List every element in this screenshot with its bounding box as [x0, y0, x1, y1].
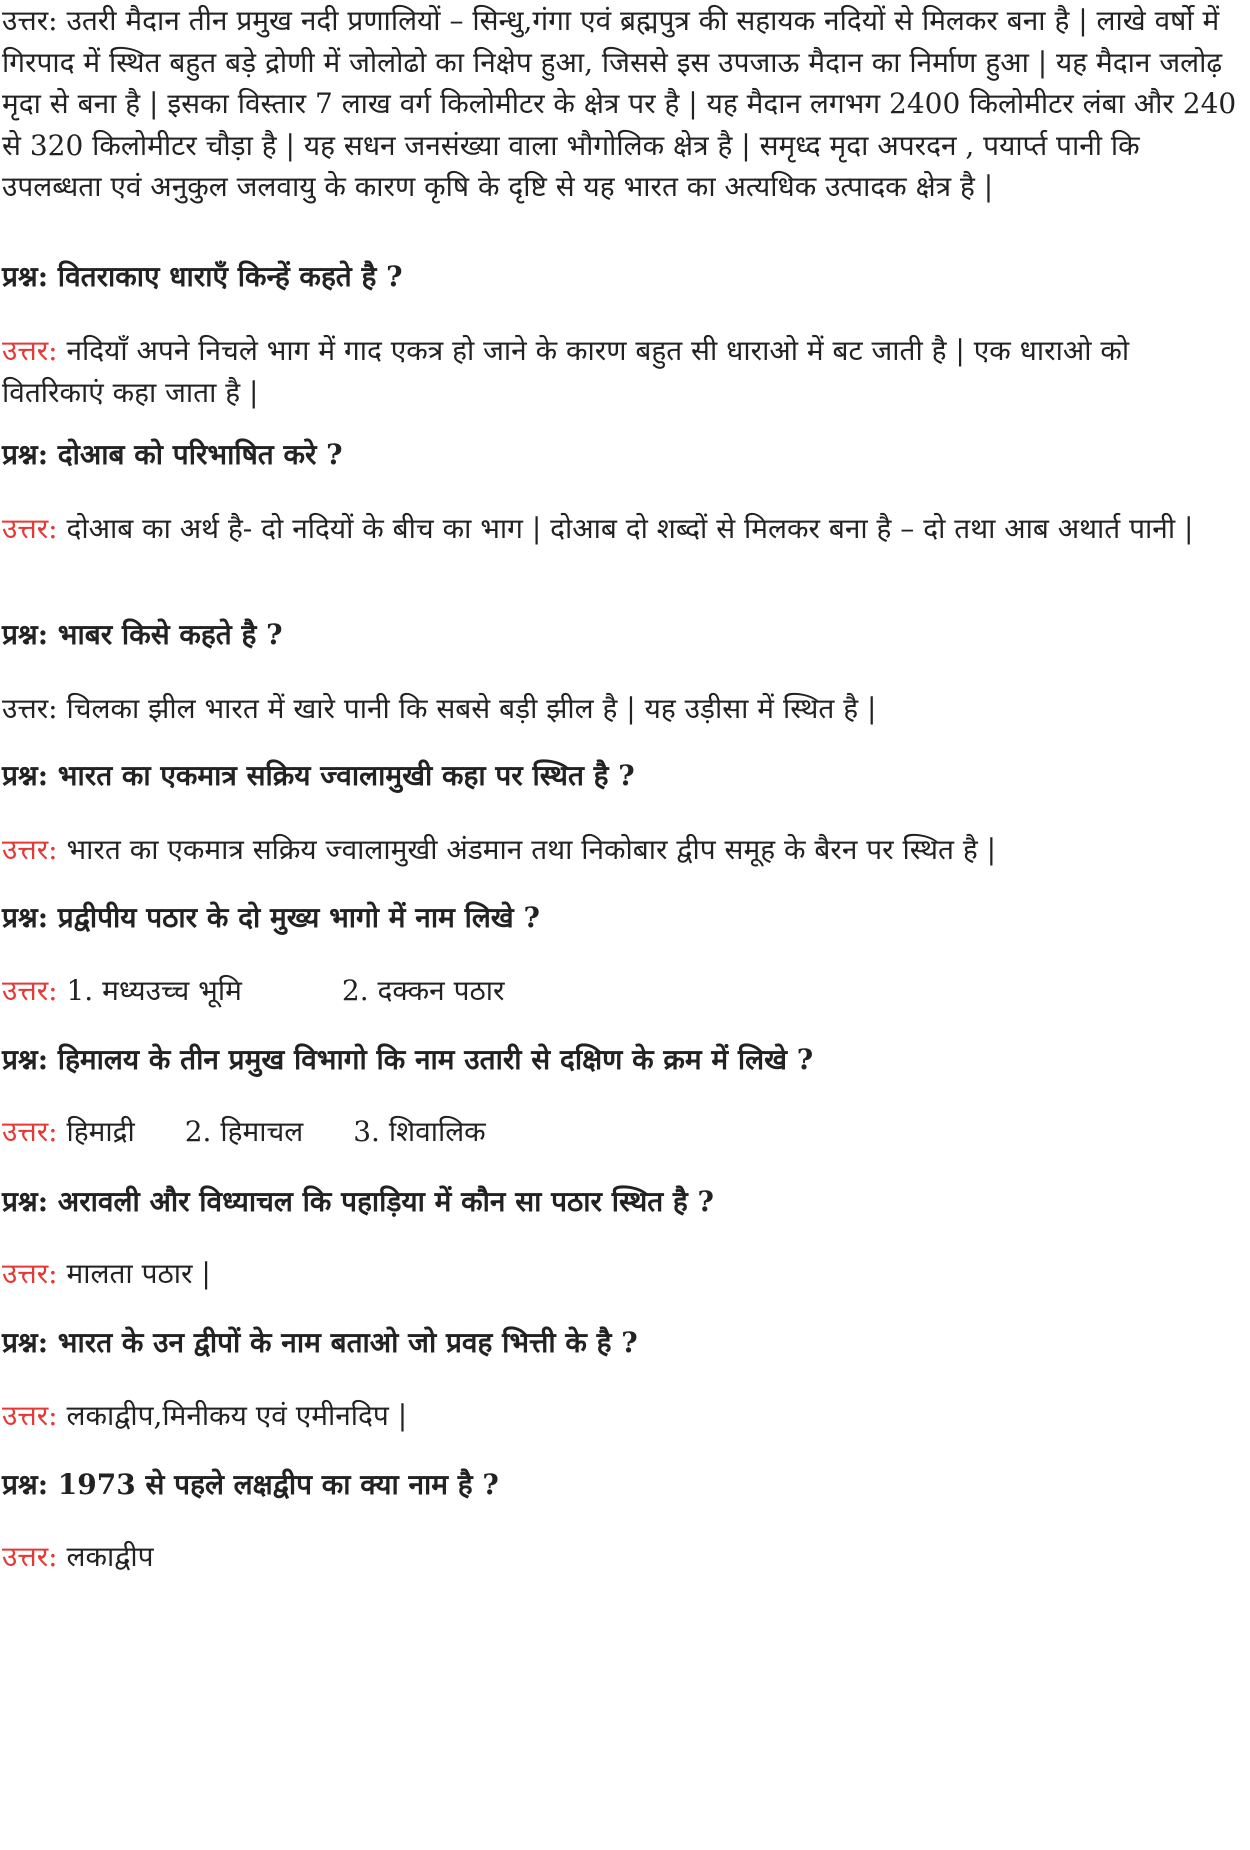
- answer-text: चिलका झील भारत में खारे पानी कि सबसे बड़ी झील है | यह उड़ीसा में स्थित है |: [57, 692, 877, 725]
- answer-item-3: 3. शिवालिक: [353, 1115, 486, 1148]
- question-1: प्रश्न: वितराकाए धाराएँ किन्हें कहते है ?: [2, 260, 403, 293]
- answer-text: लकाद्वीप,मिनीकय एवं एमीनदिप |: [57, 1399, 408, 1432]
- answer-1: [2, 330, 1238, 413]
- question-4: प्रश्न: भारत का एकमात्र सक्रिय ज्वालामुखी कहा पर स्थित है ?: [2, 759, 635, 792]
- answer-5: [2, 970, 1238, 1012]
- answer-text: भारत का एकमात्र सक्रिय ज्वालामुखी अंडमान तथा निकोबार द्वीप समूह के बैरन पर स्थित है |: [57, 833, 997, 866]
- answer-item-1: हिमाद्री: [57, 1115, 135, 1148]
- answer-9: [2, 1536, 1238, 1578]
- answer-label: उत्तर:: [2, 1399, 58, 1432]
- question-2: प्रश्न: दोआब को परिभाषित करे ?: [2, 438, 343, 471]
- question-3: प्रश्न: भाबर किसे कहते है ?: [2, 618, 283, 651]
- answer-label: उत्तर:: [2, 833, 58, 866]
- answer-6: [2, 1111, 1238, 1153]
- answer-label: उत्तर:: [2, 692, 58, 725]
- answer-label: उत्तर:: [2, 1257, 58, 1290]
- answer-8: [2, 1395, 1238, 1437]
- answer-text: लकाद्वीप: [57, 1540, 154, 1573]
- answer-label: उत्तर:: [2, 1540, 58, 1573]
- question-6: प्रश्न: हिमालय के तीन प्रमुख विभागो कि नाम उतारी से दक्षिण के क्रम में लिखे ?: [2, 1043, 814, 1076]
- question-5: प्रश्न: प्रद्वीपीय पठार के दो मुख्य भागो में नाम लिखे ?: [2, 901, 540, 934]
- question-8: प्रश्न: भारत के उन द्वीपों के नाम बताओ जो प्रवह भित्ती के है ?: [2, 1326, 638, 1359]
- answer-label: उत्तर:: [2, 4, 58, 37]
- intro-answer-text: उतरी मैदान तीन प्रमुख नदी प्रणालियों – सिन्धु,गंगा एवं ब्रह्मपुत्र की सहायक नदियों से मिलकर बना है | लाखे वर्षो में गिरपाद में स्थित बहुत बड़े द्रोणी में जोलोढो का निक्षेप हुआ, जिससे इस उपजाऊ मैदान का निर्माण हुआ | यह मैदान जलोढ़ मृदा से बना है | इसका विस्तार 7 लाख वर्ग किलोमीटर के क्षेत्र पर है | यह मैदान लगभग 2400 किलोमीटर लंबा और 240 से 320 किलोमीटर चौड़ा है | यह सधन जनसंख्या वाला भौगोलिक क्षेत्र है | समृध्द मृदा अपरदन , पयार्प्त पानी कि उपलब्धता एवं अनुकुल जलवायु के कारण कृषि के दृष्टि से यह भारत का अत्यधिक उत्पादक क्षेत्र है |: [2, 4, 1237, 203]
- answer-label: उत्तर:: [2, 512, 58, 545]
- answer-text: दोआब का अर्थ है- दो नदियों के बीच का भाग | दोआब दो शब्दों से मिलकर बना है – दो तथा आब अथार्त पानी |: [57, 512, 1194, 545]
- answer-2: [2, 508, 1238, 550]
- answer-label: उत्तर:: [2, 1115, 58, 1148]
- answer-text: मालता पठार |: [57, 1257, 211, 1290]
- answer-label: उत्तर:: [2, 974, 58, 1007]
- answer-item-2: 2. दक्कन पठार: [341, 974, 505, 1007]
- question-9: प्रश्न: 1973 से पहले लक्षद्वीप का क्या नाम है ?: [2, 1468, 499, 1501]
- answer-label: उत्तर:: [2, 334, 58, 367]
- answer-item-1: 1. मध्यउच्च भूमि: [57, 974, 242, 1007]
- answer-3: [2, 688, 1238, 730]
- answer-7: [2, 1253, 1238, 1295]
- answer-text: नदियाँ अपने निचले भाग में गाद एकत्र हो जाने के कारण बहुत सी धाराओ में बट जाती है | एक धाराओ को वितरिकाएं कहा जाता है |: [2, 334, 1130, 409]
- answer-item-2: 2. हिमाचल: [184, 1115, 304, 1148]
- question-7: प्रश्न: अरावली और विध्याचल कि पहाड़िया में कौन सा पठार स्थित है ?: [2, 1185, 714, 1218]
- intro-answer-paragraph: [2, 0, 1238, 208]
- answer-4: [2, 829, 1238, 871]
